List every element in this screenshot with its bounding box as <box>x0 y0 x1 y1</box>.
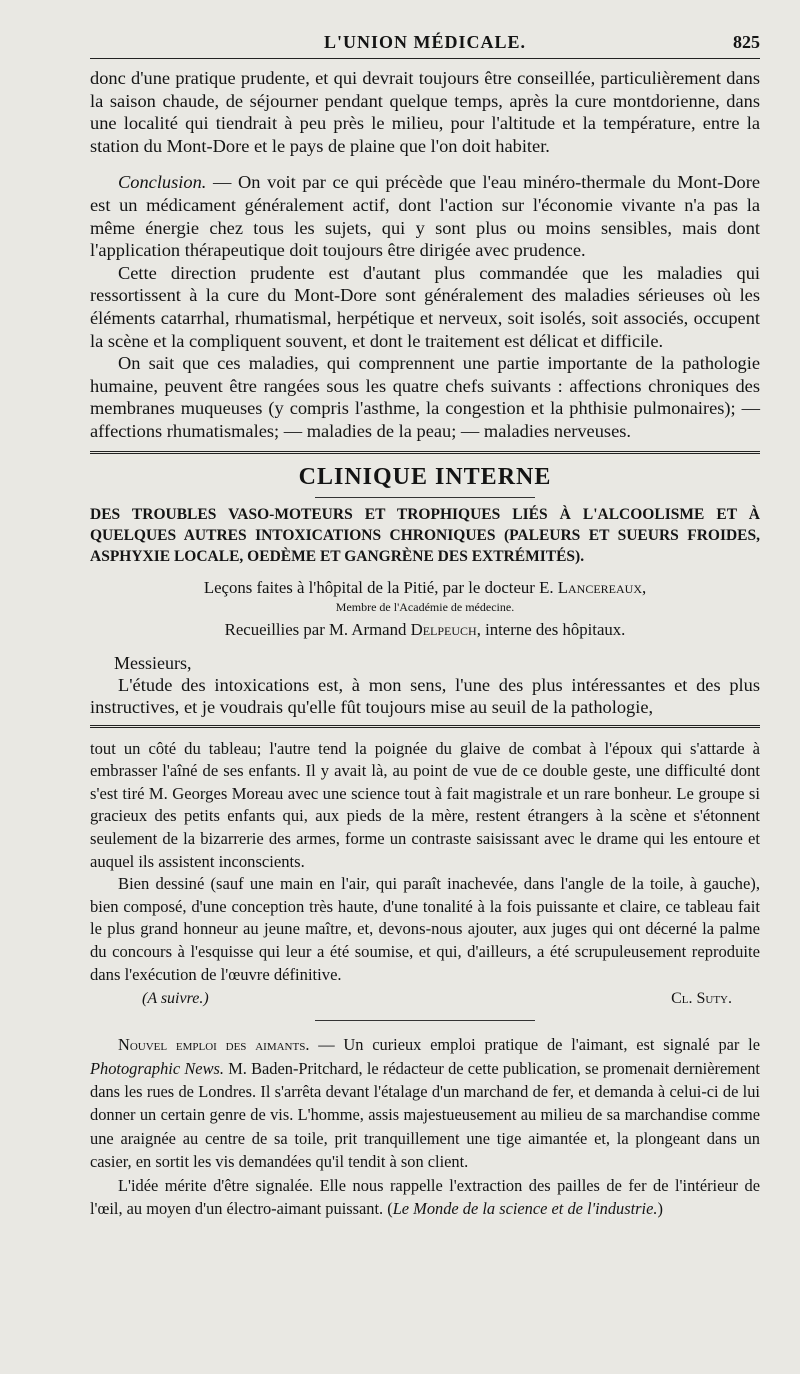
section-heading: CLINIQUE INTERNE <box>298 463 552 490</box>
source-name: Le Monde de la science et de l'industrie. <box>392 1199 658 1219</box>
news-paragraph <box>90 1033 760 1173</box>
news-text: — Un curieux emploi pratique de l'aimant, est signalé par le <box>309 1035 760 1055</box>
salutation: Messieurs, <box>114 652 192 673</box>
journal-title: L'UNION MÉDICALE. <box>323 32 527 52</box>
heading-underline <box>315 497 535 498</box>
page-number: 825 <box>733 32 760 52</box>
paragraph-prudence: donc d'une pratique prudente, et qui devrait toujours être conseillée, particulièrement dans la saison chaude, de séjourner pendant quelque temps, après la cure montdorienne, dans une localité qui tiendrait à peu près le milieu, pour l'altitude et la température, entre la station du Mont-Dore et le pays de plaine que l'on doit habiter. <box>90 68 760 156</box>
journal-name: Photographic News. <box>90 1058 224 1078</box>
signature: Cl. Suty. <box>671 990 732 1008</box>
paragraph-direction: Cette direction prudente est d'autant plus commandée que les maladies qui ressortissent à la cure du Mont-Dore sont généralement des maladies sérieuses où les éléments catarrhal, rhumatismal, herpétique et nerveux, soit isolés, soit associés, occupent la scène et la compliquent souvent, et dont le traitement est délicat et difficile. <box>90 262 760 351</box>
paragraph-conclusion <box>90 171 760 261</box>
news-text: L'idée mérite d'être signalée. Elle nous rappelle l'extraction des pailles de fer de l'intérieur de l'œil, au moyen d'un électro-aimant puissant. ( <box>90 1175 760 1219</box>
conclusion-label: Conclusion. <box>118 172 207 193</box>
author-name: Lancereaux, <box>557 577 647 597</box>
conclusion-text: — On voit par ce qui précède que l'eau minéro-thermale du Mont-Dore est un médicament généralement actif, dont l'action sur l'économie vivante n'a pas la même énergie chez tous les sujets, qui y sont plus ou moins sensibles, mais dont l'application thérapeutique doit toujours être dirigée avec prudence. <box>90 172 760 261</box>
feuilleton-signoff <box>90 990 760 1008</box>
news-text: M. Baden-Pritchard, le rédacteur de cette publication, se promenait dernièrement dans les rues de Londres. Il s'arrêta devant l'étalage d'un marchand de fer, et demanda à celui-ci de lui donner un certain genre de vis. L'homme, assis majestueusement au milieu de sa marchandise comme une araignée au centre de sa toile, prit tranquillement une tige aimantée et, la plongeant dans un casier, en sortit les vis demandées qu'il tendit à son client. <box>90 1058 760 1172</box>
news-text: ) <box>657 1199 663 1219</box>
news-paragraph <box>90 1174 760 1221</box>
lecture-opening: L'étude des intoxications est, à mon sens, l'une des plus intéressantes et des plus instructives, et je voudrais qu'elle fût toujours mise au seuil de la pathologie, <box>90 674 760 718</box>
article-subtitle: DES TROUBLES VASO-MOTEURS ET TROPHIQUES LIÉS À L'ALCOOLISME ET À QUELQUES AUTRES INTOXICATIONS CHRONIQUES (PALEURS ET SUEURS FROIDES, ASPHYXIE LOCALE, OEDÈME ET GANGRÈNE DES EXTRÉMITÉS). <box>90 505 760 565</box>
recueil-prefix: Recueillies par M. Armand <box>224 619 407 639</box>
to-follow: (A suivre.) <box>142 990 209 1008</box>
running-header <box>90 28 760 58</box>
paragraph-maladies: On sait que ces maladies, qui comprennent une partie importante de la pathologie humaine, peuvent être rangées sous les quatre chefs suivants : affections chroniques des membranes muqueuses (y compris l'asthme, la congestion et la phthisie pulmonaires); — affections rhumatismales; — maladies de la peau; — maladies nerveuses. <box>90 353 760 441</box>
author-affiliation: Membre de l'Académie de médecine. <box>335 599 515 614</box>
feuilleton-paragraph: tout un côté du tableau; l'autre tend la poignée du glaive de combat à l'époux qui s'attarde à embrasser l'aîné de ses enfants. Il y avait là, au point de vue de ce double geste, une difficulté dont s'est tiré M. Georges Moreau avec une science tout à fait magistrale et un rare bonheur. Le groupe si gracieux des petits enfants qui, aux pieds de la mère, restent étrangers à la scène et s'étonnent seulement de la bizarrerie des armes, forme un contraste saisissant avec le drame qui les entoure et auquel ils assistent inconscients. <box>90 738 760 871</box>
recueil-suffix: , interne des hôpitaux. <box>476 619 626 639</box>
lecture-prefix: Leçons faites à l'hôpital de la Pitié, par le docteur E. <box>203 577 554 597</box>
editor-credit <box>90 619 760 641</box>
section-divider <box>90 451 760 454</box>
news-divider <box>315 1020 535 1021</box>
editor-name: Delpeuch <box>410 619 477 639</box>
feuilleton-divider <box>90 725 760 728</box>
feuilleton-paragraph: Bien dessiné (sauf une main en l'air, qui paraît inachevée, dans l'angle de la toile, à gauche), bien composé, d'une conception très haute, d'une tonalité à la fois puissante et claire, ce tableau fait le plus grand honneur au jeune maître, et, devons-nous ajouter, aux juges qui ont décerné la palme du concours à l'esquisse qui leur a été soumise, et qui, d'ailleurs, a été scrupuleusement reproduite dans l'exécution de l'œuvre définitive. <box>90 874 760 984</box>
lecture-credit <box>90 577 760 599</box>
news-title: Nouvel emploi des aimants. <box>118 1035 310 1055</box>
